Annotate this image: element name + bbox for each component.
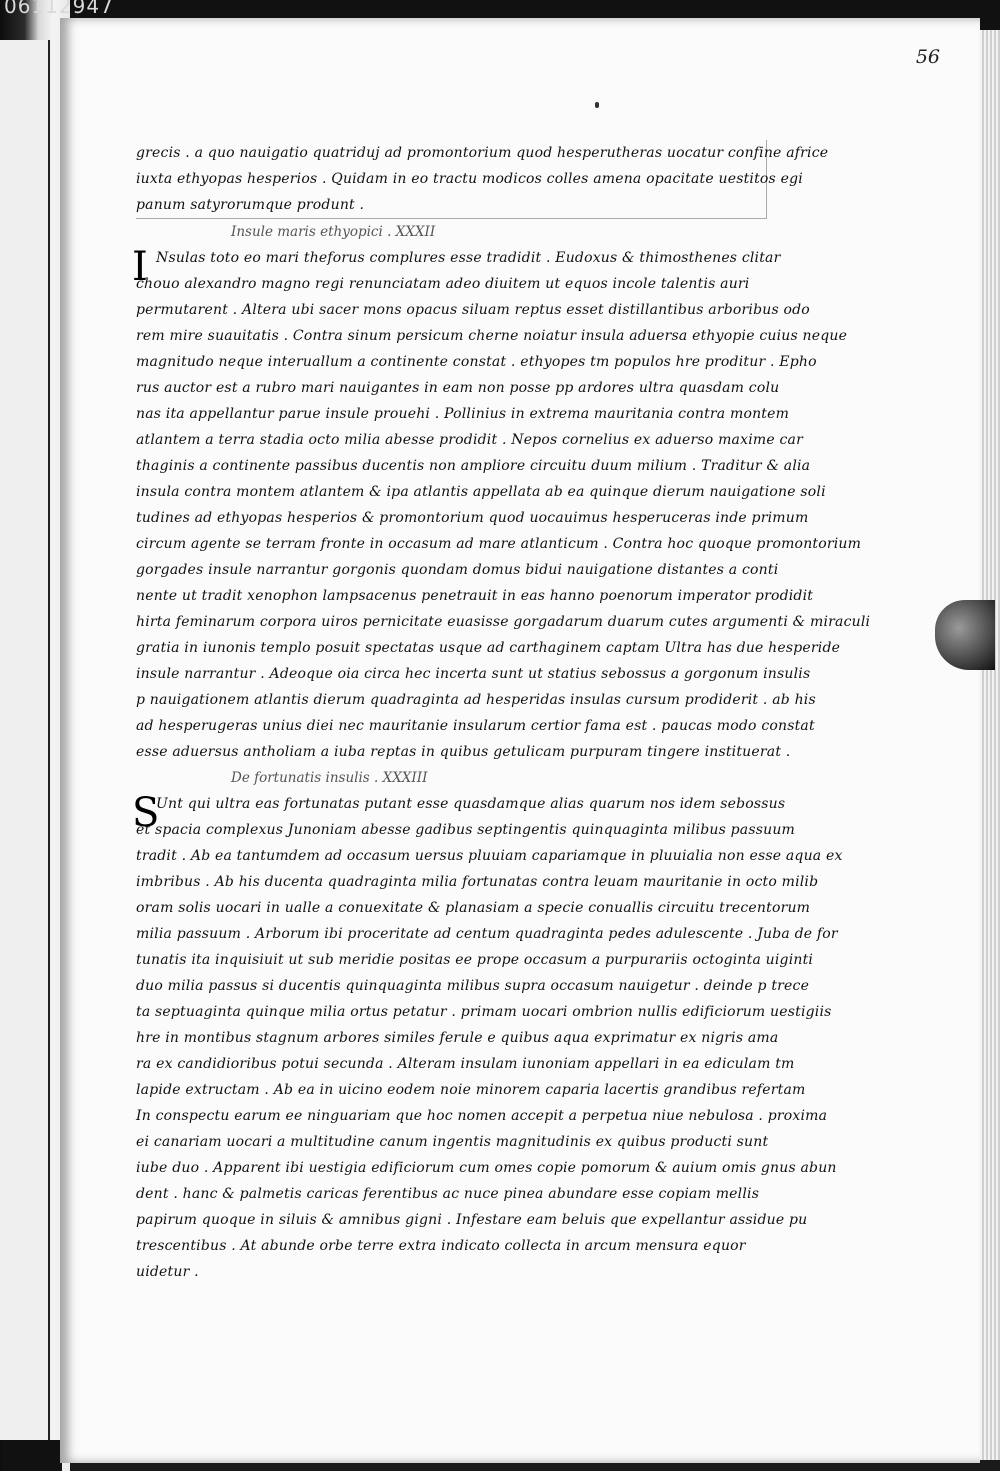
text-line: lapide extructam . Ab ea in uicino eodem noie minorem caparia lacertis grandibus refertam: [136, 1082, 806, 1098]
text-line: iube duo . Apparent ibi uestigia edificiorum cum omes copie pomorum & auium omis gnus abun: [136, 1160, 837, 1176]
decorated-initial: S: [132, 790, 160, 836]
decorated-initial: I: [132, 244, 148, 290]
text-line: chouo alexandro magno regi renunciatam adeo diuitem ut equos incole talentis auri: [136, 276, 750, 292]
text-line: trescentibus . At abunde orbe terre extra indicato collecta in arcum mensura equor: [136, 1238, 746, 1254]
text-line: hirta feminarum corpora uiros pernicitate euasisse gorgadarum duarum cutes argumenti & miraculi: [136, 614, 871, 630]
text-line: ra ex candidioribus potui secunda . Alteram insulam iunoniam appellari in ea ediculam tm: [136, 1056, 795, 1072]
text-line: dent . hanc & palmetis caricas ferentibus ac nuce pinea abundare esse copiam mellis: [136, 1186, 760, 1202]
text-line: ei canariam uocari a multitudine canum ingentis magnitudinis ex quibus producti sunt: [136, 1134, 769, 1150]
text-line: nente ut tradit xenophon lampsacenus penetrauit in eas hanno poenorum imperator prodidit: [136, 588, 814, 604]
paragraph-1: [136, 140, 829, 219]
text-line: gorgades insule narrantur gorgonis quondam domus bidui nauigatione distantes a conti: [136, 562, 779, 578]
text-line: uidetur .: [136, 1264, 199, 1280]
text-line: magnitudo neque interuallum a continente constat . ethyopes tm populos hre proditur . Epho: [136, 354, 817, 370]
rubric-heading-32: Insule maris ethyopici . XXXII: [231, 224, 436, 240]
text-line: tudines ad ethyopas hesperios & promontorium quod uocauimus hesperuceras inde primum: [136, 510, 809, 526]
ink-speck: [595, 102, 599, 108]
text-line: ta septuaginta quinque milia ortus petatur . primam uocari ombrion nullis edificiorum uestigiis: [136, 1004, 832, 1020]
text-line: gratia in iunonis templo posuit spectatas usque ad carthaginem captam Ultra has due hesperide: [136, 640, 841, 656]
rubric-heading-33: De fortunatis insulis . XXXIII: [231, 770, 428, 786]
text-line: iuxta ethyopas hesperios . Quidam in eo tractu modicos colles amena opacitate uestitos egi: [136, 171, 803, 187]
text-line: et spacia complexus Junoniam abesse gadibus septingentis quinquaginta milibus passuum: [136, 822, 796, 838]
paragraph-2-body: [136, 271, 871, 765]
scan-bottom-border: [2, 1440, 62, 1471]
text-line: circum agente se terram fronte in occasum ad mare atlanticum . Contra hoc quoque promontorium: [136, 536, 862, 552]
text-line: insula contra montem atlantem & ipa atlantis appellata ab ea quinque dierum nauigatione soli: [136, 484, 826, 500]
text-line: permutarent . Altera ubi sacer mons opacus siluam reptus esset distillantibus arboribus odo: [136, 302, 810, 318]
text-line: nas ita appellantur parue insule prouehi . Pollinius in extrema mauritania contra montem: [136, 406, 790, 422]
shelfmark-label: 06112947: [4, 0, 114, 18]
paragraph-3-body: [136, 817, 843, 1285]
text-line: grecis . a quo nauigatio quatriduj ad promontorium quod hesperutheras uocatur confine africe: [136, 145, 829, 161]
text-line: tunatis ita inquisiuit ut sub meridie positas ee prope occasum a purpurariis octoginta uiginti: [136, 952, 814, 968]
paragraph-3: [132, 790, 843, 1285]
text-line: thaginis a continente passibus ducentis non ampliore circuitu duum milium . Traditur & alia: [136, 458, 811, 474]
manuscript-text: [132, 140, 871, 1285]
text-line: oram solis uocari in ualle a conuexitate & planasiam a specie conuallis circuitu trecentorum: [136, 900, 811, 916]
facing-page-edge: [0, 40, 50, 1440]
text-line: Nsulas toto eo mari theforus complures esse tradidit . Eudoxus & thimosthenes clitar: [156, 250, 781, 266]
text-line: esse aduersus antholiam a iuba reptas in quibus getulicam purpuram tingere instituerat .: [136, 744, 791, 760]
text-line: duo milia passus si ducentis quinquaginta milibus supra occasum nauigetur . deinde p trece: [136, 978, 810, 994]
text-line: ad hesperugeras unius diei nec mauritanie insularum certior fama est . paucas modo constat: [136, 718, 815, 734]
text-line: milia passuum . Arborum ibi proceritate ad centum quadraginta pedes adulescente . Juba de for: [136, 926, 838, 942]
holding-thumb: [935, 600, 995, 670]
text-line: imbribus . Ab his ducenta quadraginta milia fortunatas contra leuam mauritanie in octo milib: [136, 874, 819, 890]
text-line: In conspectu earum ee ninguariam que hoc nomen accepit a perpetua niue nebulosa . proxima: [136, 1108, 828, 1124]
folio-number: 56: [915, 46, 940, 68]
text-line: Unt qui ultra eas fortunatas putant esse quasdamque alias quarum nos idem sebossus: [156, 796, 786, 812]
text-line: insule narrantur . Adeoque oia circa hec incerta sunt ut statius sebossus a gorgonum insulis: [136, 666, 811, 682]
text-line: rus auctor est a rubro mari nauigantes in eam non posse pp ardores ultra quasdam colu: [136, 380, 780, 396]
text-line: rem mire suauitatis . Contra sinum persicum cherne noiatur insula aduersa ethyopie cuius neque: [136, 328, 848, 344]
text-line: atlantem a terra stadia octo milia abesse prodidit . Nepos cornelius ex aduerso maxime car: [136, 432, 803, 448]
text-line: p nauigationem atlantis dierum quadraginta ad hesperidas insulas cursum prodiderit . ab his: [136, 692, 816, 708]
text-line: tradit . Ab ea tantumdem ad occasum uersus pluuiam capariamque in pluuialia non esse aqua ex: [136, 848, 843, 864]
text-line: panum satyrorumque produnt .: [136, 197, 365, 213]
text-line: hre in montibus stagnum arbores similes ferule e quibus aqua exprimatur ex nigris ama: [136, 1030, 779, 1046]
text-line: papirum quoque in siluis & amnibus gigni . Infestare eam beluis que expellantur assidue pu: [136, 1212, 808, 1228]
paragraph-2: [132, 244, 871, 765]
